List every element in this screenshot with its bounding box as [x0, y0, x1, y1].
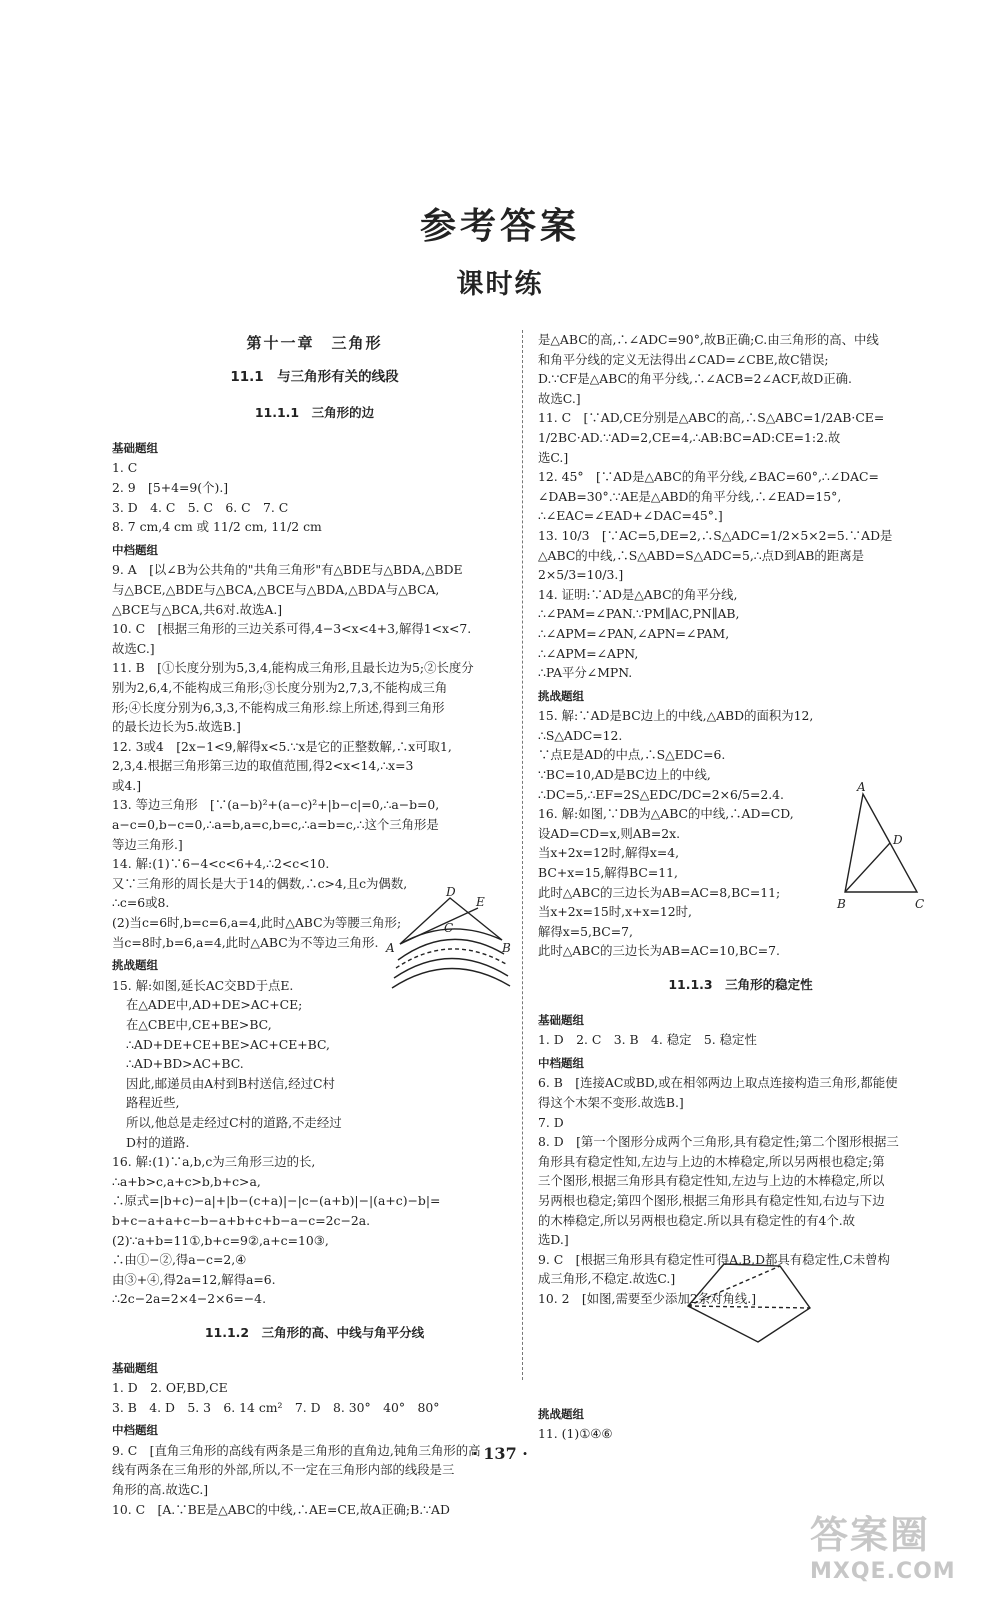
group-label-challenge: 挑战题组	[112, 958, 158, 973]
subsection-heading: 11.1.3 三角形的稳定性	[668, 977, 813, 992]
page-subtitle: 课时练	[456, 269, 544, 300]
fig1-label: D	[446, 885, 456, 899]
answer-line: 选C.]	[538, 449, 569, 465]
answer-line: 2. 9 [5+4=9(个).]	[112, 479, 229, 495]
answer-line: 13. 等边三角形 [∵(a−b)²+(a−c)²+|b−c|=0,∴a−b=0,	[112, 797, 440, 813]
answer-line: 6. B [连接AC或BD,或在相邻两边上取点连接构造三角形,都能使	[538, 1075, 898, 1091]
fig1-label: A	[386, 941, 395, 955]
answer-line: ∴DC=5,∴EF=2S△EDC/DC=2×6/5=2.4.	[538, 786, 784, 802]
fig1-label: C	[444, 921, 454, 935]
watermark-en: MXQE.COM	[810, 1559, 956, 1584]
answer-line: 得这个木架不变形.故选B.]	[538, 1094, 684, 1110]
answer-line: 10. C [根据三角形的三边关系可得,4−3<x<4+3,解得1<x<7.	[112, 621, 472, 637]
answer-line: D村的道路.	[126, 1134, 190, 1150]
answer-line: 别为2,6,4,不能构成三角形;③长度分别为2,7,3,不能构成三角	[112, 679, 448, 695]
answer-line: 角形的高.故选C.]	[112, 1482, 209, 1498]
village-route-figure	[380, 882, 520, 994]
answer-line: 因此,邮递员由A村到B村送信,经过C村	[126, 1075, 335, 1091]
answer-line: 11. C [∵AD,CE分别是△ABC的高,∴S△ABC=1/2AB·CE=	[538, 410, 885, 426]
fig2-label: D	[893, 833, 903, 847]
answer-line: 10. 2 [如图,需要至少添加2条对角线.]	[538, 1290, 757, 1306]
subsection-heading: 11.1.2 三角形的高、中线与角平分线	[204, 1324, 425, 1340]
answer-line: 15. 解:∵AD是BC边上的中线,△ABD的面积为12,	[538, 708, 814, 724]
answer-line: ∴2c−2a=2×4−2×6=−4.	[112, 1291, 267, 1307]
answer-line: b+c−a+a+c−b−a+b+c+b−a−c=2c−2a.	[112, 1212, 371, 1228]
answer-line: 的最长边长为5.故选B.]	[112, 719, 241, 735]
answer-line: 又∵三角形的周长是大于14的偶数,∴c>4,且c为偶数,	[112, 875, 408, 891]
answer-line: 路程近些,	[126, 1095, 180, 1111]
answer-line: 与△BCE,△BDE与△BCA,△BCE与△BDA,△BDA与△BCA,	[112, 581, 440, 597]
answer-line: BC+x=15,解得BC=11,	[538, 865, 678, 881]
answer-line: 在△CBE中,CE+BE>BC,	[126, 1017, 272, 1032]
answer-line: ∴PA平分∠MPN.	[538, 665, 633, 681]
group-label-basic: 基础题组	[538, 1012, 584, 1027]
answer-line: 在△ADE中,AD+DE>AC+CE;	[126, 997, 303, 1013]
answer-line: a−c=0,b−c=0,∴a=b,a=c,b=c,∴a=b=c,∴这个三角形是	[112, 817, 439, 833]
answer-line: 另两根也稳定;第四个图形,根据三角形具有稳定性知,右边与下边	[538, 1192, 885, 1208]
answer-line: 三个图形,根据三角形具有稳定性知,左边与上边的木棒稳定,所以	[538, 1173, 885, 1189]
group-label-challenge: 挑战题组	[538, 688, 584, 703]
group-label-basic: 基础题组	[112, 1360, 158, 1375]
answer-line: 12. 45° [∵AD是△ABC的角平分线,∠BAC=60°,∴∠DAC=	[538, 469, 879, 485]
answer-line: 故选C.]	[112, 640, 155, 656]
answer-line: 角形具有稳定性知,左边与上边的木棒稳定,所以另两根也稳定;第	[538, 1153, 885, 1169]
answer-line: 1. D 2. C 3. B 4. 稳定 5. 稳定性	[538, 1032, 757, 1048]
answer-line: 故选C.]	[538, 390, 581, 406]
group-label-challenge: 挑战题组	[538, 1406, 584, 1421]
answer-line: 16. 解:如图,∵DB为△ABC的中线,∴AD=CD,	[538, 806, 794, 822]
answer-line: ∴a+b>c,a+c>b,b+c>a,	[112, 1173, 261, 1189]
answer-line: 10. C [A.∵BE是△ABC的中线,∴AE=CE,故A正确;B.∵AD	[112, 1501, 450, 1517]
answer-line: 的木棒稳定,所以另两根也稳定.所以具有稳定性的有4个.故	[538, 1212, 856, 1228]
answer-line: 9. C [根据三角形具有稳定性可得A,B,D都具有稳定性,C未曾构	[538, 1251, 890, 1267]
answer-line: 当x+2x=15时,x+x=12时,	[538, 904, 692, 920]
answer-line: 1. C	[112, 460, 138, 476]
fig1-label: B	[502, 941, 511, 955]
triangle-abc-figure	[835, 780, 935, 920]
answer-line: ∴∠EAC=∠EAD+∠DAC=45°.]	[538, 508, 723, 524]
answer-line: 是△ABC的高,∴∠ADC=90°,故B正确;C.由三角形的高、中线	[538, 332, 879, 347]
answer-line: (2)当c=6时,b=c=6,a=4,此时△ABC为等腰三角形;	[112, 915, 402, 931]
answer-line: 解得x=5,BC=7,	[538, 923, 633, 939]
answer-line: ∴S△ADC=12.	[538, 727, 623, 743]
section-heading: 11.1 与三角形有关的线段	[230, 368, 399, 385]
answer-line: (2)∵a+b=11①,b+c=9②,a+c=10③,	[112, 1232, 329, 1248]
page-number: · 137 ·	[472, 1444, 528, 1463]
fig2-label: A	[857, 780, 866, 794]
answer-line: 9. C [直角三角形的高线有两条是三角形的直角边,钝角三角形的高	[112, 1442, 481, 1458]
answer-line: 由③+④,得2a=12,解得a=6.	[112, 1271, 276, 1287]
fig2-label: C	[915, 897, 925, 911]
answer-line: 设AD=CD=x,则AB=2x.	[538, 825, 681, 841]
answer-line: D.∵CF是△ABC的角平分线,∴∠ACB=2∠ACF,故D正确.	[538, 371, 852, 387]
answer-line: 15. 解:如图,延长AC交BD于点E.	[112, 977, 294, 993]
subsection-heading: 11.1.1 三角形的边	[254, 405, 375, 421]
group-label-mid: 中档题组	[112, 542, 158, 557]
answer-line: 和角平分线的定义无法得出∠CAD=∠CBE,故C错误;	[538, 351, 829, 367]
answer-line: 14. 证明:∵AD是△ABC的角平分线,	[538, 586, 738, 602]
answer-line: 8. D [第一个图形分成两个三角形,具有稳定性;第二个图形根据三	[538, 1134, 899, 1150]
answer-line: 1/2BC·AD.∵AD=2,CE=4,∴AB:BC=AD:CE=1:2.故	[538, 429, 841, 445]
answer-line: 1. D 2. OF,BD,CE	[112, 1380, 228, 1396]
answer-line: ∴AD+DE+CE+BE>AC+CE+BC,	[126, 1036, 330, 1052]
answer-line: 2,3,4.根据三角形第三边的取值范围,得2<x<14,∴x=3	[112, 758, 414, 774]
watermark-cn: 答案圈	[810, 1513, 931, 1557]
answer-line: 或4.]	[112, 777, 142, 793]
answer-line: 14. 解:(1)∵6−4<c<6+4,∴2<c<10.	[112, 856, 330, 872]
answer-line: 13. 10/3 [∵AC=5,DE=2,∴S△ADC=1/2×5×2=5.∵AD是	[538, 527, 893, 543]
answer-line: ∴由①−②,得a−c=2,④	[112, 1252, 247, 1268]
answer-line: 8. 7 cm,4 cm 或 11/2 cm, 11/2 cm	[112, 519, 322, 535]
answer-line: 线有两条在三角形的外部,所以,不一定在三角形内部的线段是三	[112, 1462, 455, 1478]
pentagon-diagonals-figure	[680, 1258, 820, 1348]
answer-line: ∵点E是AD的中点,∴S△EDC=6.	[538, 747, 726, 763]
answer-line: 成三角形,不稳定.故选C.]	[538, 1271, 676, 1287]
answer-line: 3. B 4. D 5. 3 6. 14 cm² 7. D 8. 30° 40° 80°	[112, 1399, 440, 1415]
answer-line: 16. 解:(1)∵a,b,c为三角形三边的长,	[112, 1154, 316, 1170]
answer-line: 3. D 4. C 5. C 6. C 7. C	[112, 499, 289, 515]
answer-line: ∵BC=10,AD是BC边上的中线,	[538, 767, 711, 783]
answer-line: ∴∠APM=∠PAN,∠APN=∠PAM,	[538, 625, 730, 641]
fig2-label: B	[837, 897, 846, 911]
chapter-heading: 第十一章 三角形	[246, 334, 383, 352]
answer-line: 11. (1)①④⑥	[538, 1426, 613, 1442]
answer-line: 选D.]	[538, 1232, 569, 1248]
answer-line: 9. A [以∠B为公共角的"共角三角形"有△BDE与△BDA,△BDE	[112, 562, 463, 578]
answer-line: ∴AD+BD>AC+BC.	[126, 1056, 244, 1072]
answer-line: ∴∠PAM=∠PAN.∵PM∥AC,PN∥AB,	[538, 606, 740, 622]
answer-line: 2×5/3=10/3.]	[538, 567, 624, 583]
group-label-basic: 基础题组	[112, 440, 158, 455]
page-title: 参考答案	[419, 206, 580, 247]
answer-line: 形;④长度分别为6,3,3,不能构成三角形.综上所述,得到三角形	[112, 699, 445, 715]
watermark-logo	[810, 1504, 980, 1582]
group-label-mid: 中档题组	[112, 1423, 158, 1438]
answer-line: ∴c=6或8.	[112, 895, 170, 911]
answer-line: 等边三角形.]	[112, 836, 183, 852]
group-label-mid: 中档题组	[538, 1055, 584, 1070]
answer-line: ∴∠APM=∠APN,	[538, 645, 639, 661]
answer-line: ∴原式=|b+c)−a|+|b−(c+a)|−|c−(a+b)|−|(a+c)−b|=	[112, 1193, 441, 1209]
answer-line: △ABC的中线,∴S△ABD=S△ADC=5,∴点D到AB的距离是	[538, 547, 864, 563]
answer-line: ∠DAB=30°.∵AE是△ABD的角平分线,∴∠EAD=15°,	[538, 488, 842, 504]
fig1-label: E	[476, 895, 485, 909]
answer-line: 此时△ABC的三边长为AB=AC=10,BC=7.	[538, 943, 780, 959]
answer-line: 12. 3或4 [2x−1<9,解得x<5.∵x是它的正整数解,∴x可取1,	[112, 738, 452, 754]
answer-line: 7. D	[538, 1114, 564, 1130]
answer-line: 11. B [①长度分别为5,3,4,能构成三角形,且最长边为5;②长度分	[112, 660, 474, 676]
answer-line: △BCE与△BCA,共6对.故选A.]	[112, 601, 283, 617]
answer-line: 当c=8时,b=6,a=4,此时△ABC为不等边三角形.	[112, 934, 379, 950]
answer-line: 此时△ABC的三边长为AB=AC=8,BC=11;	[538, 884, 781, 900]
answer-line: 当x+2x=12时,解得x=4,	[538, 845, 680, 861]
column-divider	[522, 330, 523, 1380]
answer-line: 所以,他总是走经过C村的道路,不走经过	[126, 1114, 342, 1130]
